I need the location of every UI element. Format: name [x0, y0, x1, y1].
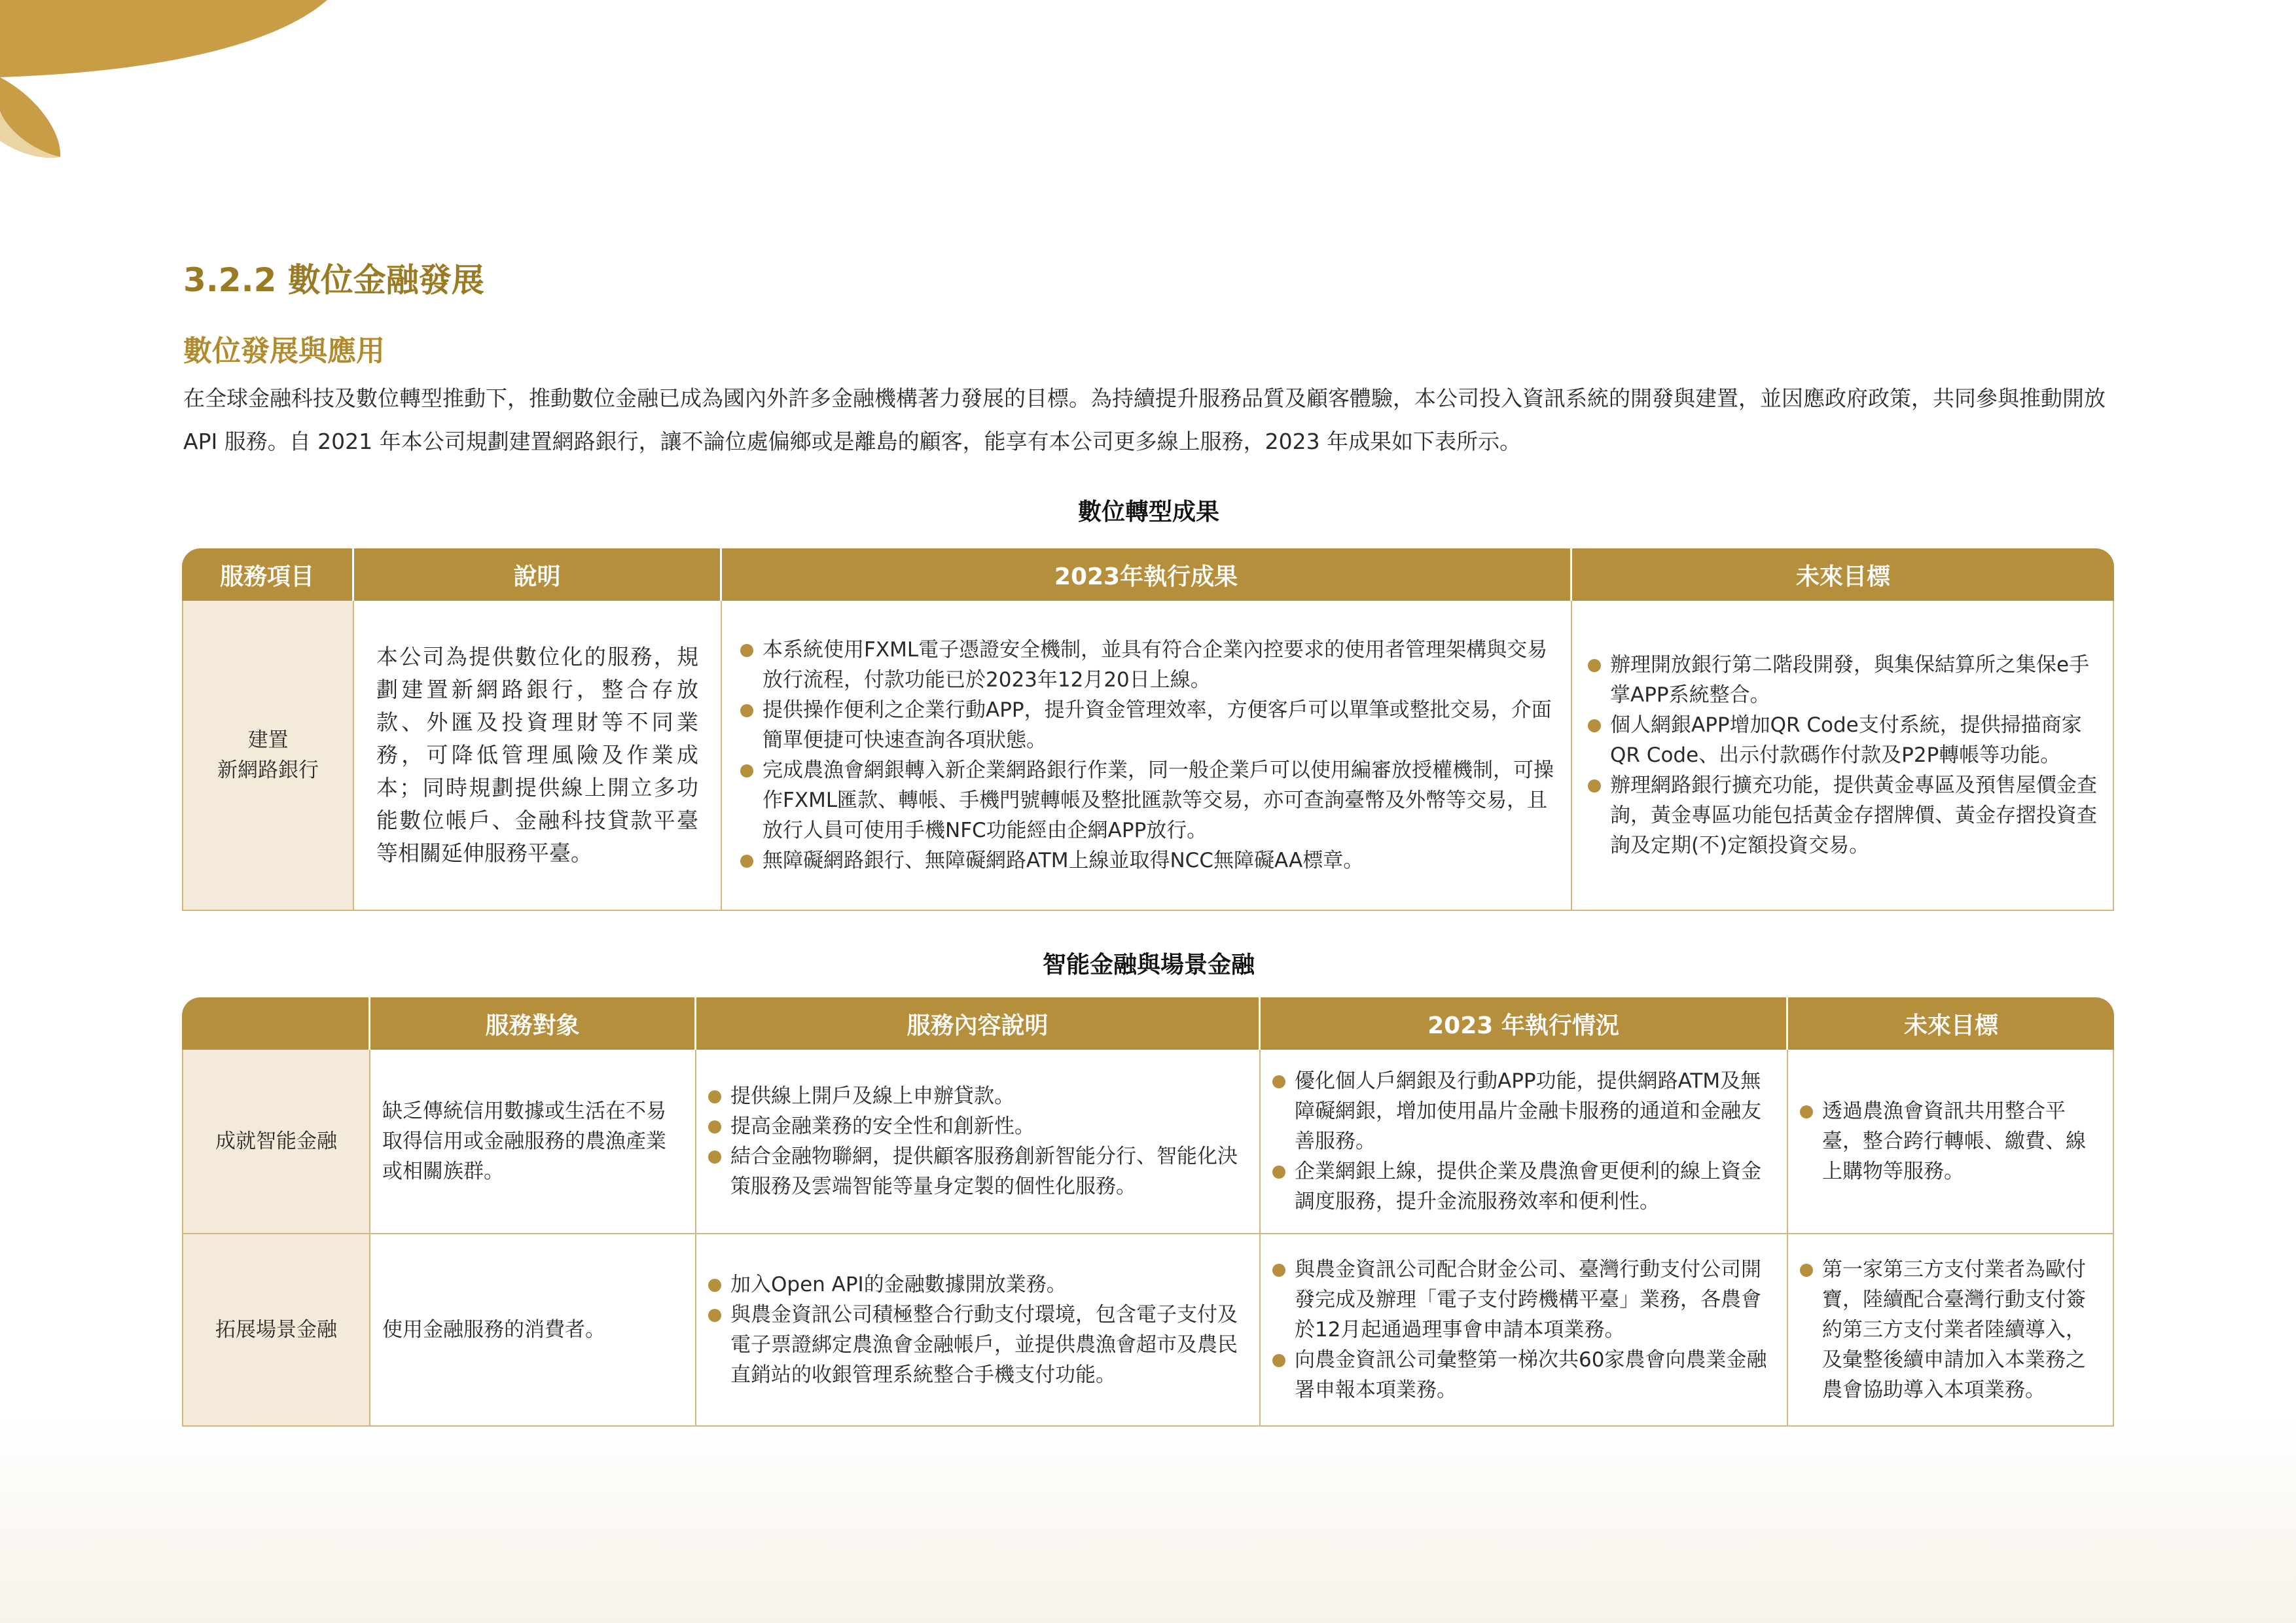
table-header-row: [182, 548, 2114, 601]
status-list: [1272, 1255, 1775, 1405]
list-item: 與農金資訊公司積極整合行動支付環境，包含電子支付及電子票證綁定農漁會金融帳戶，並提供農漁會超市及農民直銷站的收銀管理系統整合手機支付功能。: [708, 1300, 1247, 1390]
table-row: [182, 1050, 2114, 1234]
background-wave-decoration: [0, 1414, 2296, 1623]
goals-cell: [1572, 601, 2114, 911]
list-item: 提供操作便利之企業行動APP，提升資金管理效率，方便客戶可以單筆或整批交易，介面簡單便捷可快速查詢各項狀態。: [740, 695, 1555, 755]
category-line: 建置: [247, 728, 289, 752]
table-row: [182, 1234, 2114, 1427]
intro-paragraph: 在全球金融科技及數位轉型推動下，推動數位金融已成為國內外許多金融機構著力發展的目標。為持續提升服務品質及顧客體驗，本公司投入資訊系統的開發與建置，並因應政府政策，共同參與推動開放 API 服務。自 2021 年本公司規劃建置網路銀行，讓不論位處偏鄉或是離島的顧客，能享有本公司更多線上服務，2023 年成果如下表所示。: [183, 385, 2106, 454]
list-item: 結合金融物聯網，提供顧客服務創新智能分行、智能化決策服務及雲端智能等量身定製的個性化服務。: [708, 1141, 1247, 1202]
service-target: 缺乏傳統信用數據或生活在不易取得信用或金融服務的農漁產業或相關族群。: [370, 1050, 696, 1234]
goals-list: [1800, 1096, 2101, 1186]
service-description: 本公司為提供數位化的服務，規劃建置新網路銀行，整合存放款、外匯及投資理財等不同業務，可降低管理風險及作業成本；同時規劃提供線上開立多功能數位帳戶、金融科技貸款平臺等相關延伸服務平臺。: [354, 601, 722, 911]
goals-list: [1588, 650, 2097, 861]
row-category: 拓展場景金融: [182, 1234, 370, 1427]
header-blank: [182, 997, 370, 1050]
row-category: 成就智能金融: [182, 1050, 370, 1234]
status-cell: [1261, 1234, 1788, 1427]
list-item: 優化個人戶網銀及行動APP功能，提供網路ATM及無障礙網銀，增加使用晶片金融卡服務的通道和金融友善服務。: [1272, 1066, 1775, 1156]
results-cell: [722, 601, 1572, 911]
header-description: 說明: [354, 548, 722, 601]
list-item: 完成農漁會網銀轉入新企業網路銀行作業，同一般企業戶可以使用編審放授權機制，可操作FXML匯款、轉帳、手機門號轉帳及整批匯款等交易，亦可查詢臺幣及外幣等交易，且放行人員可使用手機NFC功能經由企網APP放行。: [740, 755, 1555, 846]
goals-list: [1800, 1255, 2101, 1405]
list-item: 第一家第三方支付業者為歐付寶，陸續配合臺灣行動支付簽約第三方支付業者陸續導入，及彙整後續申請加入本業務之農會協助導入本項業務。: [1800, 1255, 2101, 1405]
section-title: 3.2.2 數位金融發展: [183, 261, 484, 299]
list-item: 提供線上開戶及線上申辦貸款。: [708, 1081, 1247, 1111]
header-service-target: 服務對象: [370, 997, 696, 1050]
table1-caption: 數位轉型成果: [1077, 499, 1219, 526]
list-item: 本系統使用FXML電子憑證安全機制，並具有符合企業內控要求的使用者管理架構與交易放行流程，付款功能已於2023年12月20日上線。: [740, 635, 1555, 695]
list-item: 向農金資訊公司彙整第一梯次共60家農會向農業金融署申報本項業務。: [1272, 1345, 1775, 1405]
service-target: 使用金融服務的消費者。: [370, 1234, 696, 1427]
service-content-cell: [696, 1234, 1261, 1427]
list-item: 辦理開放銀行第二階段開發，與集保結算所之集保e手掌APP系統整合。: [1588, 650, 2097, 710]
list-item: 加入Open API的金融數據開放業務。: [708, 1270, 1247, 1300]
service-content-cell: [696, 1050, 1261, 1234]
status-cell: [1261, 1050, 1788, 1234]
header-2023-results: 2023年執行成果: [722, 548, 1572, 601]
list-item: 企業網銀上線，提供企業及農漁會更便利的線上資金調度服務，提升金流服務效率和便利性。: [1272, 1156, 1775, 1217]
list-item: 與農金資訊公司配合財金公司、臺灣行動支付公司開發完成及辦理「電子支付跨機構平臺」業務，各農會於12月起通過理事會申請本項業務。: [1272, 1255, 1775, 1345]
header-service-item: 服務項目: [182, 548, 354, 601]
table-header-row: [182, 997, 2114, 1050]
content-list: [708, 1081, 1247, 1202]
table-row: [182, 601, 2114, 911]
header-future-goals: 未來目標: [1788, 997, 2114, 1050]
table2-caption: 智能金融與場景金融: [1042, 952, 1255, 978]
service-category: [182, 601, 354, 911]
digital-transformation-table: [182, 548, 2114, 911]
goals-cell: [1788, 1234, 2114, 1427]
list-item: 透過農漁會資訊共用整合平臺，整合跨行轉帳、繳費、線上購物等服務。: [1800, 1096, 2101, 1186]
category-line: 新網路銀行: [217, 758, 319, 782]
list-item: 辦理網路銀行擴充功能，提供黃金專區及預售屋價金查詢，黃金專區功能包括黃金存摺牌價、黃金存摺投資查詢及定期(不)定額投資交易。: [1588, 770, 2097, 861]
status-list: [1272, 1066, 1775, 1217]
results-list: [740, 635, 1555, 876]
corner-decoration: [0, 0, 340, 170]
list-item: 個人網銀APP增加QR Code支付系統，提供掃描商家QR Code、出示付款碼作付款及P2P轉帳等功能。: [1588, 710, 2097, 770]
goals-cell: [1788, 1050, 2114, 1234]
header-service-content: 服務內容說明: [696, 997, 1261, 1050]
header-future-goals: 未來目標: [1572, 548, 2114, 601]
list-item: 無障礙網路銀行、無障礙網路ATM上線並取得NCC無障礙AA標章。: [740, 846, 1555, 876]
subsection-title: 數位發展與應用: [183, 334, 385, 368]
smart-finance-table: [182, 997, 2114, 1427]
header-2023-status: 2023 年執行情況: [1261, 997, 1788, 1050]
content-list: [708, 1270, 1247, 1390]
list-item: 提高金融業務的安全性和創新性。: [708, 1111, 1247, 1141]
